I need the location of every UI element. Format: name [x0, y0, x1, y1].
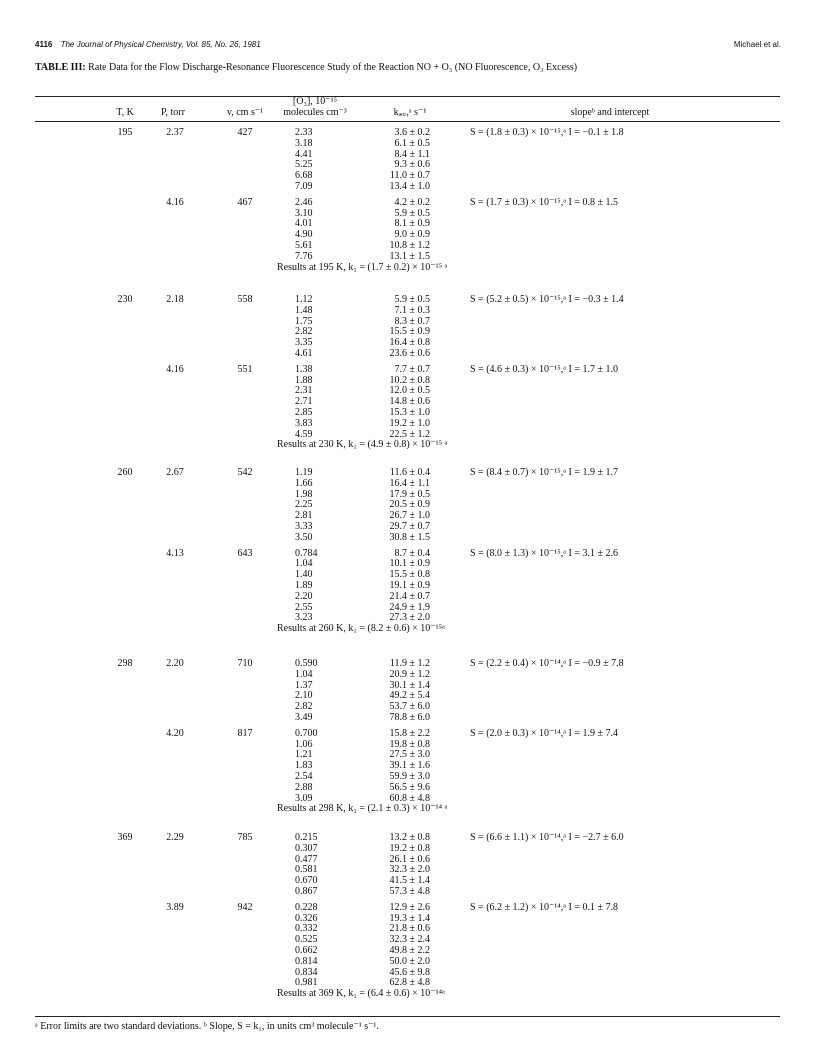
- col-header-concentration-line1: [O₃], 10⁻¹⁵: [292, 96, 338, 107]
- kcor-cell: 26.1 ± 0.6: [389, 853, 430, 865]
- concentration-cell: 7.09: [295, 181, 313, 192]
- concentration-cell: 2.85: [295, 407, 313, 418]
- concentration-cell: 0.228: [295, 901, 318, 913]
- kcor-cell: 7.1 ± 0.3: [394, 304, 430, 316]
- concentration-cell: 3.35: [295, 337, 313, 349]
- slope-intercept-cell: S = (5.2 ± 0.5) × 10⁻¹⁵,ᵃ I = −0.3 ± 1.4: [470, 294, 624, 305]
- group-result-line: Results at 195 K, k₁ = (1.7 ± 0.2) × 10⁻¹⁵ ᵃ: [277, 261, 448, 273]
- table-caption-text: Rate Data for the Flow Discharge-Resonance Fluorescence Study of the Reaction NO + O₃ (NO Fluorescence, O₃ Excess): [88, 62, 578, 73]
- kcor-cell: 15.3 ± 1.0: [389, 407, 430, 418]
- velocity-cell: 558: [237, 294, 253, 305]
- concentration-cell: 4.59: [295, 428, 313, 440]
- concentration-cell: 1.98: [295, 488, 313, 500]
- pressure-cell: 2.20: [166, 658, 184, 669]
- kcor-cell: 17.9 ± 0.5: [389, 488, 430, 500]
- slope-intercept-cell: S = (8.0 ± 1.3) × 10⁻¹⁵,ᵃ I = 3.1 ± 2.6: [470, 547, 618, 559]
- concentration-cell: 1.12: [295, 294, 313, 305]
- concentration-cell: 1.06: [295, 738, 313, 750]
- velocity-cell: 427: [237, 127, 253, 138]
- concentration-cell: 2.31: [295, 385, 313, 397]
- concentration-cell: 0.525: [295, 934, 318, 946]
- slope-intercept-cell: S = (2.2 ± 0.4) × 10⁻¹⁴,ᵃ I = −0.9 ± 7.8: [470, 658, 624, 669]
- kcor-cell: 3.6 ± 0.2: [394, 127, 430, 138]
- velocity-cell: 942: [237, 901, 253, 913]
- kcor-cell: 5.9 ± 0.5: [394, 207, 430, 219]
- velocity-cell: 551: [237, 363, 253, 375]
- kcor-cell: 32.3 ± 2.0: [389, 864, 430, 876]
- kcor-cell: 19.1 ± 0.9: [389, 580, 430, 591]
- kcor-cell: 49.2 ± 5.4: [389, 690, 430, 702]
- slope-intercept-cell: S = (6.2 ± 1.2) × 10⁻¹⁴,ᵃ I = 0.1 ± 7.8: [470, 901, 618, 913]
- concentration-cell: 1.40: [295, 569, 313, 581]
- kcor-cell: 19.2 ± 0.8: [389, 842, 430, 854]
- col-header-velocity: v, cm s⁻¹: [226, 107, 264, 118]
- kcor-cell: 11.6 ± 0.4: [389, 467, 430, 478]
- kcor-cell: 7.7 ± 0.7: [394, 363, 430, 375]
- concentration-cell: 2.55: [295, 601, 313, 613]
- slope-intercept-cell: S = (1.8 ± 0.3) × 10⁻¹⁵,ᵃ I = −0.1 ± 1.8: [470, 127, 624, 138]
- col-header-concentration-line2: molecules cm⁻³: [283, 107, 347, 118]
- kcor-cell: 39.1 ± 1.6: [389, 760, 430, 772]
- concentration-cell: 0.814: [295, 955, 318, 967]
- concentration-cell: 5.25: [295, 159, 313, 171]
- col-header-kcor: kₔₒᵣ,ᵃ s⁻¹: [393, 107, 427, 118]
- concentration-cell: 5.61: [295, 240, 313, 251]
- kcor-cell: 22.5 ± 1.2: [389, 428, 430, 440]
- pressure-cell: 2.18: [166, 294, 184, 305]
- concentration-cell: 2.33: [295, 127, 313, 138]
- concentration-cell: 1.19: [295, 467, 313, 478]
- header-bottom-rule: [35, 121, 780, 122]
- kcor-cell: 20.5 ± 0.9: [389, 499, 430, 511]
- kcor-cell: 9.3 ± 0.6: [394, 159, 430, 171]
- concentration-cell: 0.662: [295, 945, 318, 956]
- kcor-cell: 15.5 ± 0.8: [389, 569, 430, 581]
- kcor-cell: 5.9 ± 0.5: [394, 294, 430, 305]
- col-header-pressure: P, torr: [161, 107, 185, 118]
- concentration-cell: 0.307: [295, 842, 318, 854]
- concentration-cell: 0.590: [295, 658, 318, 669]
- kcor-cell: 59.9 ± 3.0: [389, 771, 430, 782]
- kcor-cell: 50.0 ± 2.0: [389, 955, 430, 967]
- kcor-cell: 4.2 ± 0.2: [394, 196, 430, 208]
- kcor-cell: 30.8 ± 1.5: [389, 531, 430, 543]
- pressure-cell: 2.37: [166, 127, 184, 138]
- kcor-cell: 23.6 ± 0.6: [389, 348, 430, 359]
- concentration-cell: 3.50: [295, 531, 313, 543]
- concentration-cell: 1.21: [295, 749, 313, 761]
- kcor-cell: 11.9 ± 1.2: [389, 658, 430, 669]
- kcor-cell: 8.4 ± 1.1: [394, 148, 430, 160]
- concentration-cell: 3.18: [295, 137, 313, 149]
- kcor-cell: 26.7 ± 1.0: [389, 510, 430, 522]
- concentration-cell: 1.66: [295, 477, 313, 489]
- group-result-line: Results at 260 K, k₁ = (8.2 ± 0.6) × 10⁻¹⁵ᵃ: [277, 623, 445, 635]
- table-top-rule: [35, 96, 780, 97]
- kcor-cell: 29.7 ± 0.7: [389, 521, 430, 532]
- table-label: TABLE III:: [35, 62, 86, 73]
- kcor-cell: 19.2 ± 1.0: [389, 417, 430, 429]
- concentration-cell: 4.01: [295, 218, 313, 230]
- kcor-cell: 8.7 ± 0.4: [394, 547, 430, 559]
- concentration-cell: 2.46: [295, 196, 313, 208]
- concentration-cell: 0.581: [295, 864, 318, 876]
- kcor-cell: 32.3 ± 2.4: [389, 934, 430, 946]
- kcor-cell: 45.6 ± 9.8: [389, 966, 430, 978]
- concentration-cell: 1.75: [295, 315, 313, 327]
- page-number: 4116: [35, 40, 53, 49]
- col-header-slope-intercept: slopeᵇ and intercept: [570, 107, 650, 118]
- concentration-cell: 2.82: [295, 701, 313, 713]
- concentration-cell: 4.41: [295, 148, 313, 160]
- concentration-cell: 1.38: [295, 363, 313, 375]
- concentration-cell: 1.89: [295, 580, 313, 591]
- pressure-cell: 4.20: [166, 727, 184, 739]
- slope-intercept-cell: S = (1.7 ± 0.3) × 10⁻¹⁵,ᵃ I = 0.8 ± 1.5: [470, 196, 618, 208]
- kcor-cell: 19.8 ± 0.8: [389, 738, 430, 750]
- concentration-cell: 3.49: [295, 712, 313, 723]
- group-result-line: Results at 369 K, k₁ = (6.4 ± 0.6) × 10⁻¹⁴ᵃ: [277, 988, 445, 1000]
- kcor-cell: 27.3 ± 2.0: [389, 612, 430, 624]
- temperature-cell: 260: [117, 467, 133, 478]
- kcor-cell: 9.0 ± 0.9: [394, 229, 430, 241]
- concentration-cell: 1.83: [295, 760, 313, 772]
- running-header: [35, 40, 781, 49]
- concentration-cell: 0.981: [295, 977, 318, 989]
- pressure-cell: 3.89: [166, 901, 184, 913]
- slope-intercept-cell: S = (8.4 ± 0.7) × 10⁻¹⁵,ᵃ I = 1.9 ± 1.7: [470, 467, 618, 478]
- kcor-cell: 20.9 ± 1.2: [389, 668, 430, 680]
- velocity-cell: 643: [237, 547, 253, 559]
- concentration-cell: 2.81: [295, 510, 313, 522]
- concentration-cell: 0.477: [295, 853, 318, 865]
- concentration-cell: 2.71: [295, 396, 313, 408]
- velocity-cell: 785: [237, 832, 253, 843]
- kcor-cell: 12.9 ± 2.6: [389, 901, 430, 913]
- concentration-cell: 2.82: [295, 326, 313, 338]
- kcor-cell: 19.3 ± 1.4: [389, 912, 430, 924]
- pressure-cell: 4.16: [166, 196, 184, 208]
- concentration-cell: 0.867: [295, 886, 318, 897]
- kcor-cell: 10.1 ± 0.9: [389, 558, 430, 570]
- concentration-cell: 3.10: [295, 207, 313, 219]
- kcor-cell: 27.5 ± 3.0: [389, 749, 430, 761]
- concentration-cell: 3.23: [295, 612, 313, 624]
- concentration-cell: 3.33: [295, 521, 313, 532]
- kcor-cell: 56.5 ± 9.6: [389, 781, 430, 793]
- kcor-cell: 21.8 ± 0.6: [389, 923, 430, 935]
- kcor-cell: 8.3 ± 0.7: [394, 315, 430, 327]
- kcor-cell: 62.8 ± 4.8: [389, 977, 430, 989]
- col-header-concentration: [265, 96, 365, 118]
- kcor-cell: 30.1 ± 1.4: [389, 679, 430, 691]
- journal-citation: The Journal of Physical Chemistry, Vol. 85, No. 26, 1981: [60, 40, 261, 49]
- temperature-cell: 230: [117, 294, 133, 305]
- concentration-cell: 3.09: [295, 792, 313, 804]
- kcor-cell: 13.2 ± 0.8: [389, 832, 430, 843]
- temperature-cell: 369: [117, 832, 133, 843]
- kcor-cell: 49.8 ± 2.2: [389, 945, 430, 956]
- concentration-cell: 6.68: [295, 170, 313, 182]
- concentration-cell: 0.834: [295, 966, 318, 978]
- kcor-cell: 10.8 ± 1.2: [389, 240, 430, 251]
- velocity-cell: 710: [237, 658, 253, 669]
- pressure-cell: 2.29: [166, 832, 184, 843]
- pressure-cell: 4.13: [166, 547, 184, 559]
- table-footnotes: ᵃ Error limits are two standard deviations. ᵇ Slope, S = k₁, in units cm³ molecule⁻¹ s⁻¹.: [35, 1021, 379, 1032]
- concentration-cell: 1.04: [295, 558, 313, 570]
- kcor-cell: 15.8 ± 2.2: [389, 727, 430, 739]
- concentration-cell: 0.700: [295, 727, 318, 739]
- concentration-cell: 2.25: [295, 499, 313, 511]
- kcor-cell: 60.8 ± 4.8: [389, 792, 430, 804]
- temperature-cell: 195: [117, 127, 133, 138]
- kcor-cell: 13.4 ± 1.0: [389, 181, 430, 192]
- kcor-cell: 15.5 ± 0.9: [389, 326, 430, 338]
- kcor-cell: 12.0 ± 0.5: [389, 385, 430, 397]
- kcor-cell: 11.0 ± 0.7: [389, 170, 430, 182]
- author-running-head: Michael et al.: [733, 40, 781, 49]
- kcor-cell: 16.4 ± 1.1: [389, 477, 430, 489]
- concentration-cell: 1.48: [295, 304, 313, 316]
- concentration-cell: 0.332: [295, 923, 318, 935]
- concentration-cell: 2.20: [295, 590, 313, 602]
- kcor-cell: 8.1 ± 0.9: [394, 218, 430, 230]
- velocity-cell: 542: [237, 467, 253, 478]
- concentration-cell: 2.88: [295, 781, 313, 793]
- kcor-cell: 53.7 ± 6.0: [389, 701, 430, 713]
- slope-intercept-cell: S = (6.6 ± 1.1) × 10⁻¹⁴,ᵃ I = −2.7 ± 6.0: [470, 832, 624, 843]
- kcor-cell: 10.2 ± 0.8: [389, 374, 430, 386]
- slope-intercept-cell: S = (4.6 ± 0.3) × 10⁻¹⁵,ᵃ I = 1.7 ± 1.0: [470, 363, 618, 375]
- concentration-cell: 7.76: [295, 250, 313, 262]
- kcor-cell: 14.8 ± 0.6: [389, 396, 430, 408]
- kcor-cell: 57.3 ± 4.8: [389, 886, 430, 897]
- kcor-cell: 41.5 ± 1.4: [389, 875, 430, 887]
- velocity-cell: 467: [237, 196, 253, 208]
- concentration-cell: 4.61: [295, 348, 313, 359]
- kcor-cell: 21.4 ± 0.7: [389, 590, 430, 602]
- kcor-cell: 6.1 ± 0.5: [394, 137, 430, 149]
- concentration-cell: 1.37: [295, 679, 313, 691]
- concentration-cell: 1.04: [295, 668, 313, 680]
- kcor-cell: 13.1 ± 1.5: [389, 250, 430, 262]
- concentration-cell: 2.54: [295, 771, 313, 782]
- group-result-line: Results at 230 K, k₁ = (4.9 ± 0.8) × 10⁻¹⁵ ᵃ: [277, 439, 448, 451]
- kcor-cell: 16.4 ± 0.8: [389, 337, 430, 349]
- table-caption: [35, 62, 665, 74]
- pressure-cell: 2.67: [166, 467, 184, 478]
- velocity-cell: 817: [237, 727, 253, 739]
- slope-intercept-cell: S = (2.0 ± 0.3) × 10⁻¹⁴,ᵃ I = 1.9 ± 7.4: [470, 727, 618, 739]
- pressure-cell: 4.16: [166, 363, 184, 375]
- concentration-cell: 2.10: [295, 690, 313, 702]
- table-bottom-rule: [35, 1016, 780, 1017]
- concentration-cell: 4.90: [295, 229, 313, 241]
- concentration-cell: 0.784: [295, 547, 318, 559]
- concentration-cell: 0.326: [295, 912, 318, 924]
- kcor-cell: 24.9 ± 1.9: [389, 601, 430, 613]
- concentration-cell: 0.670: [295, 875, 318, 887]
- concentration-cell: 1.88: [295, 374, 313, 386]
- concentration-cell: 3.83: [295, 417, 313, 429]
- kcor-cell: 78.8 ± 6.0: [389, 712, 430, 723]
- group-result-line: Results at 298 K, k₁ = (2.1 ± 0.3) × 10⁻¹⁴ ᵃ: [277, 803, 448, 815]
- temperature-cell: 298: [117, 658, 133, 669]
- col-header-temperature: T, K: [116, 107, 134, 118]
- concentration-cell: 0.215: [295, 832, 318, 843]
